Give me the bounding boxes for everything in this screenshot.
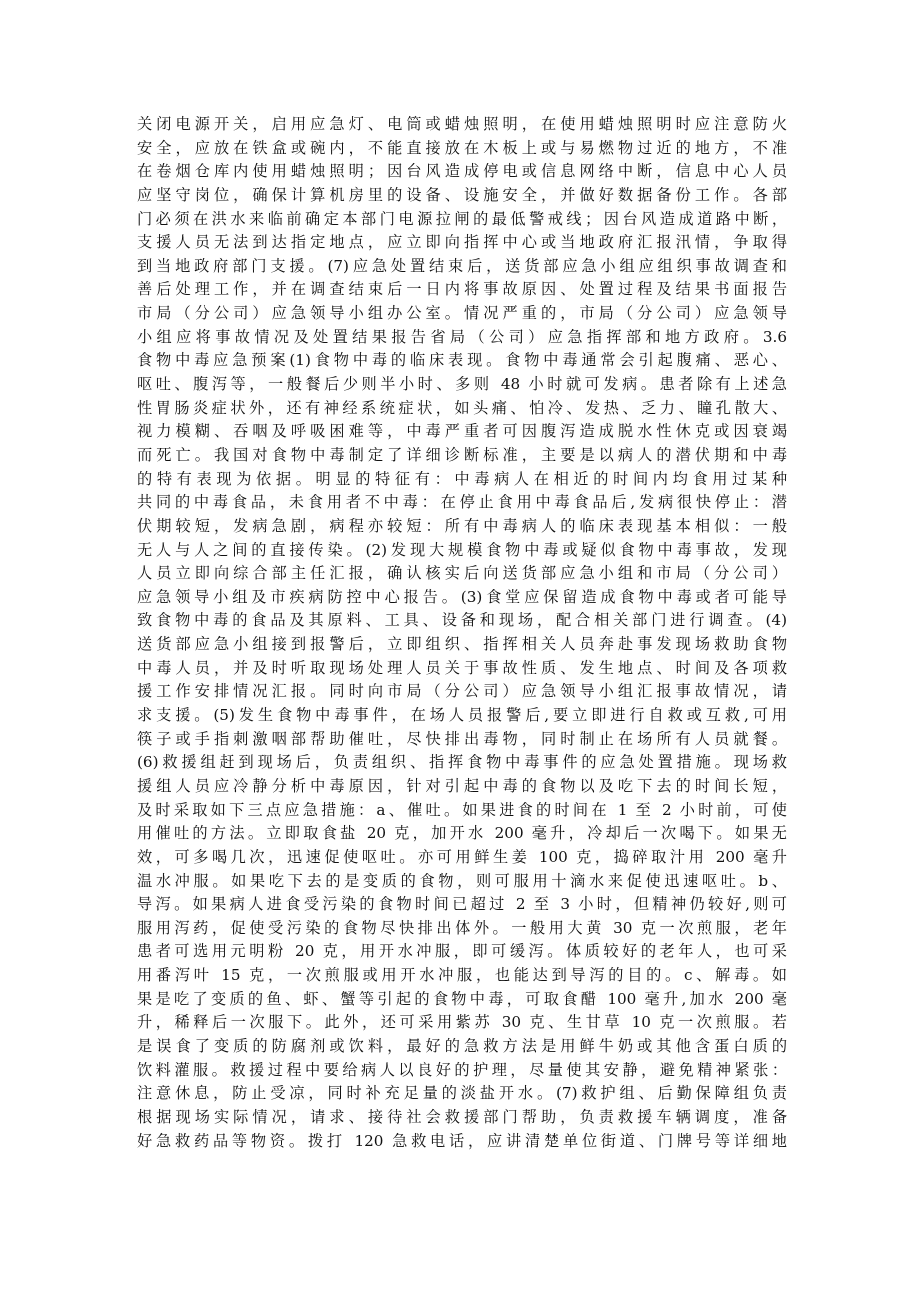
text-line: 用催吐的方法。立即取食盐 20 克，加开水 200 毫升，冷却后一次喝下。如果无 xyxy=(137,824,787,843)
text-line: 食物中毒应急预案(1)食物中毒的临床表现。食物中毒通常会引起腹痛、恶心、 xyxy=(137,351,787,370)
text-line: 人员立即向综合部主任汇报，确认核实后向送货部应急小组和市局（分公司） xyxy=(137,564,787,583)
text-line: 安全，应放在铁盒或碗内，不能直接放在木板上或与易燃物过近的地方，不准 xyxy=(137,138,787,157)
text-line: 中毒人员，并及时听取现场处理人员关于事故性质、发生地点、时间及各项救 xyxy=(137,658,787,677)
text-line: 而死亡。我国对食物中毒制定了详细诊断标准，主要是以病人的潜伏期和中毒 xyxy=(137,445,787,464)
text-line: 支援人员无法到达指定地点，应立即向指挥中心或当地政府汇报汛情，争取得 xyxy=(137,233,787,252)
text-line: 是误食了变质的防腐剂或饮料，最好的急救方法是用鲜牛奶或其他含蛋白质的 xyxy=(137,1036,787,1055)
text-line: 的特有表现为依据。明显的特征有：中毒病人在相近的时间内均食用过某种 xyxy=(137,469,787,488)
text-line: 市局（分公司）应急领导小组办公室。情况严重的，市局（分公司）应急领导 xyxy=(137,304,787,323)
text-line: 善后处理工作，并在调查结束后一日内将事故原因、处置过程及结果书面报告 xyxy=(137,280,787,299)
text-line: 援组人员应冷静分析中毒原因，针对引起中毒的食物以及吃下去的时间长短， xyxy=(137,776,787,795)
text-line: (6)救援组赶到现场后，负责组织、指挥食物中毒事件的应急处置措施。现场救 xyxy=(137,753,787,772)
text-line: 到当地政府部门支援。(7)应急处置结束后，送货部应急小组应组织事故调查和 xyxy=(137,256,787,275)
text-line: 温水冲服。如果吃下去的是变质的食物，则可服用十滴水来促使迅速呕吐。b、 xyxy=(137,871,787,890)
document-body-text xyxy=(137,113,787,1153)
text-line: 患者可选用元明粉 20 克，用开水冲服，即可缓泻。体质较好的老年人，也可采 xyxy=(137,942,787,961)
text-line: 应急领导小组及市疾病防控中心报告。(3)食堂应保留造成食物中毒或者可能导 xyxy=(137,587,787,606)
text-line: 注意休息，防止受凉，同时补充足量的淡盐开水。(7)救护组、后勤保障组负责 xyxy=(137,1084,787,1103)
text-line: 性胃肠炎症状外，还有神经系统症状，如头痛、怕冷、发热、乏力、瞳孔散大、 xyxy=(137,398,787,417)
text-line: 求支援。(5)发生食物中毒事件，在场人员报警后,要立即进行自救或互救,可用 xyxy=(137,706,787,725)
text-line: 无人与人之间的直接传染。(2)发现大规模食物中毒或疑似食物中毒事故，发现 xyxy=(137,540,787,559)
text-line: 伏期较短，发病急剧，病程亦较短：所有中毒病人的临床表现基本相似：一般 xyxy=(137,516,787,535)
text-line: 共同的中毒食品，未食用者不中毒：在停止食用中毒食品后,发病很快停止：潜 xyxy=(137,493,787,512)
text-line: 送货部应急小组接到报警后，立即组织、指挥相关人员奔赴事发现场救助食物 xyxy=(137,635,787,654)
text-line: 根据现场实际情况，请求、接待社会救援部门帮助，负责救援车辆调度，准备 xyxy=(137,1107,787,1126)
text-line: 果是吃了变质的鱼、虾、蟹等引起的食物中毒，可取食醋 100 毫升,加水 200 毫 xyxy=(137,989,787,1008)
text-line: 门必须在洪水来临前确定本部门电源拉闸的最低警戒线；因台风造成道路中断， xyxy=(137,209,787,228)
text-line: 服用泻药，促使受污染的食物尽快排出体外。一般用大黄 30 克一次煎服，老年 xyxy=(137,918,787,937)
text-line: 升，稀释后一次服下。此外，还可采用紫苏 30 克、生甘草 10 克一次煎服。若 xyxy=(137,1013,787,1032)
text-line: 小组应将事故情况及处置结果报告省局（公司）应急指挥部和地方政府。3.6 xyxy=(137,327,787,346)
text-line: 援工作安排情况汇报。同时向市局（分公司）应急领导小组汇报事故情况，请 xyxy=(137,682,787,701)
text-line: 关闭电源开关，启用应急灯、电筒或蜡烛照明，在使用蜡烛照明时应注意防火 xyxy=(137,115,787,133)
text-line: 应坚守岗位，确保计算机房里的设备、设施安全，并做好数据备份工作。各部 xyxy=(137,185,787,204)
text-line: 致食物中毒的食品及其原料、工具、设备和现场，配合相关部门进行调查。(4) xyxy=(137,611,787,630)
text-line: 及时采取如下三点应急措施：a、催吐。如果进食的时间在 1 至 2 小时前，可使 xyxy=(137,800,787,819)
text-line: 效，可多喝几次，迅速促使呕吐。亦可用鲜生姜 100 克，捣碎取汁用 200 毫升 xyxy=(137,847,787,866)
text-line: 导泻。如果病人进食受污染的食物时间已超过 2 至 3 小时，但精神仍较好,则可 xyxy=(137,895,787,914)
text-line: 视力模糊、吞咽及呼吸困难等，中毒严重者可因腹泻造成脱水性休克或因衰竭 xyxy=(137,422,787,441)
text-line: 筷子或手指刺激咽部帮助催吐，尽快排出毒物，同时制止在场所有人员就餐。 xyxy=(137,729,787,748)
text-line: 饮料灌服。救援过程中要给病人以良好的护理，尽量使其安静，避免精神紧张： xyxy=(137,1060,787,1079)
text-line: 在卷烟仓库内使用蜡烛照明；因台风造成停电或信息网络中断，信息中心人员 xyxy=(137,162,787,181)
text-line: 好急救药品等物资。拨打 120 急救电话，应讲清楚单位街道、门牌号等详细地 xyxy=(137,1131,787,1150)
text-line: 用番泻叶 15 克，一次煎服或用开水冲服，也能达到导泻的目的。c、解毒。如 xyxy=(137,966,787,985)
text-line: 呕吐、腹泻等，一般餐后少则半小时、多则 48 小时就可发病。患者除有上述急 xyxy=(137,375,787,394)
